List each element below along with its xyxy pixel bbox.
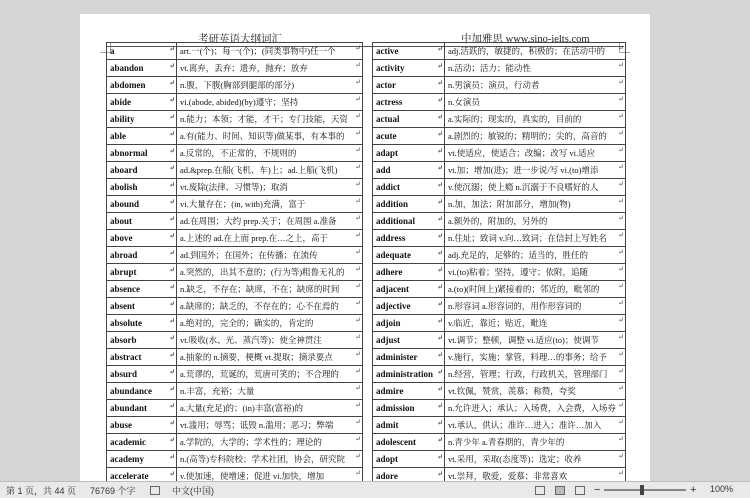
table-row <box>373 43 626 60</box>
entry-word: adjust ↵ <box>373 332 445 349</box>
page-count[interactable]: 第 1 页，共 44 页 <box>6 486 77 496</box>
entry-word: administration ↵ <box>373 366 445 383</box>
entry-definition: adj.活跃的，敏捷的，积极的；在活动中的 ↵ <box>445 43 626 60</box>
entry-definition: v.施行，实施；掌管，料理…的事务；给予 ↵ <box>445 349 626 366</box>
table-row <box>373 298 626 315</box>
table-row <box>107 434 363 451</box>
table-row <box>373 417 626 434</box>
entry-word: abrupt ↵ <box>107 264 177 281</box>
entry-definition: vt.离弃，丢弃；遗弃，抛弃；放弃 ↵ <box>177 60 363 77</box>
entry-word: addition ↵ <box>373 196 445 213</box>
entry-definition: n.腹，下腹(胸部到腿部的部分) ↵ <box>177 77 363 94</box>
entry-word: abstract ↵ <box>107 349 177 366</box>
table-row <box>373 400 626 417</box>
entry-word: abnormal ↵ <box>107 145 177 162</box>
word-count[interactable]: 76769 个字 <box>90 486 136 496</box>
header-title: 考研英语大纲词汇 <box>198 34 282 45</box>
entry-word: admission ↵ <box>373 400 445 417</box>
entry-definition: a.抽象的 n.摘要，梗概 vt.提取；摘录要点 ↵ <box>177 349 363 366</box>
zoom-in-button[interactable]: + <box>690 484 697 496</box>
entry-word: actress ↵ <box>373 94 445 111</box>
entry-word: academy ↵ <box>107 451 177 468</box>
table-row <box>107 298 363 315</box>
entry-word: absent ↵ <box>107 298 177 315</box>
entry-word: abound ↵ <box>107 196 177 213</box>
entry-definition: vt.采用，采取(态度等)；选定；收养 ↵ <box>445 451 626 468</box>
table-row <box>107 94 363 111</box>
table-row <box>373 349 626 366</box>
table-row <box>107 213 363 230</box>
entry-definition: n.缺乏，不存在；缺席，不在；缺席的时间 ↵ <box>177 281 363 298</box>
entry-definition: n.活动；活力；能动性 ↵ <box>445 60 626 77</box>
entry-definition: vt.废除(法律、习惯等)；取消 ↵ <box>177 179 363 196</box>
entry-word: abundance ↵ <box>107 383 177 400</box>
entry-definition: v.使沉溺；使上瘾 n.沉溺于不良嗜好的人 ↵ <box>445 179 626 196</box>
table-row <box>373 111 626 128</box>
table-row <box>107 196 363 213</box>
entry-word: abide ↵ <box>107 94 177 111</box>
entry-definition: vi.(abode, abided)(by)遵守；坚持 ↵ <box>177 94 363 111</box>
entry-definition: n.男演员；演员，行动者 ↵ <box>445 77 626 94</box>
table-row <box>373 60 626 77</box>
vocab-table-right <box>372 42 626 486</box>
entry-definition: vt.崇拜，敬爱，爱慕；非常喜欢 ↵ <box>445 468 626 485</box>
entry-word: add ↵ <box>373 162 445 179</box>
status-bar <box>0 481 750 498</box>
entry-definition: n.丰富，充裕；大量 ↵ <box>177 383 363 400</box>
entry-definition: a.上述的 ad.在上面 prep.在…之上，高于 ↵ <box>177 230 363 247</box>
entry-definition: n.(高等)专科院校；学术社团，协会，研究院 ↵ <box>177 451 363 468</box>
vocab-table-left <box>106 42 363 486</box>
entry-definition: n.住址；致词 v.向…致词；在信封上写姓名 ↵ <box>445 230 626 247</box>
table-row <box>107 60 363 77</box>
table-row <box>107 247 363 264</box>
table-row <box>107 366 363 383</box>
table-row <box>107 417 363 434</box>
entry-definition: n.允许进入；承认；入场费，入会费，入场券 ↵ <box>445 400 626 417</box>
entry-word: adequate ↵ <box>373 247 445 264</box>
right-column <box>372 42 626 486</box>
table-row <box>373 77 626 94</box>
table-row <box>373 451 626 468</box>
entry-definition: n.形容词 a.形容词的，用作形容词的 ↵ <box>445 298 626 315</box>
entry-definition: a.缺席的；缺乏的，不存在的；心不在焉的 ↵ <box>177 298 363 315</box>
zoom-slider-track[interactable] <box>604 489 686 491</box>
table-row <box>373 434 626 451</box>
entry-definition: n.女演员 ↵ <box>445 94 626 111</box>
entry-definition: adj.充足的，足够的；适当的，胜任的 ↵ <box>445 247 626 264</box>
entry-definition: vt.钦佩，赞赏，羡慕；称赞，夸奖 ↵ <box>445 383 626 400</box>
entry-definition: a.学院的，大学的；学术性的；理论的 ↵ <box>177 434 363 451</box>
table-row <box>373 247 626 264</box>
entry-definition: v.临近，靠近；贴近，毗连 ↵ <box>445 315 626 332</box>
language-indicator[interactable]: 中文(中国) <box>172 486 214 496</box>
entry-word: academic ↵ <box>107 434 177 451</box>
entry-word: abundant ↵ <box>107 400 177 417</box>
entry-word: activity ↵ <box>373 60 445 77</box>
entry-definition: vt.吸收(水、光、蒸汽等)；使全神贯注 ↵ <box>177 332 363 349</box>
table-row <box>107 111 363 128</box>
entry-word: additional ↵ <box>373 213 445 230</box>
zoom-slider-thumb[interactable] <box>640 485 644 495</box>
table-row <box>373 196 626 213</box>
entry-word: about ↵ <box>107 213 177 230</box>
entry-definition: vt.承认，供认；准许…进入；准许…加入 ↵ <box>445 417 626 434</box>
entry-word: actor ↵ <box>373 77 445 94</box>
table-row <box>107 281 363 298</box>
entry-definition: a.突然的，出其不意的；(行为等)粗鲁无礼的 ↵ <box>177 264 363 281</box>
table-row <box>107 43 363 60</box>
table-row <box>107 451 363 468</box>
entry-word: a ↵ <box>107 43 177 60</box>
entry-word: absurd ↵ <box>107 366 177 383</box>
entry-word: abolish ↵ <box>107 179 177 196</box>
entry-definition: a.实际的；现实的，真实的，目前的 ↵ <box>445 111 626 128</box>
entry-word: adjective ↵ <box>373 298 445 315</box>
entry-word: active ↵ <box>373 43 445 60</box>
entry-definition: n.青少年 a.青春期的，青少年的 ↵ <box>445 434 626 451</box>
entry-definition: vt.滥用；辱骂；诋毁 n.滥用；恶习；弊端 ↵ <box>177 417 363 434</box>
table-row <box>373 145 626 162</box>
entry-word: acute ↵ <box>373 128 445 145</box>
entry-definition: n.能力；本领；才能，才干；专门技能，天资 ↵ <box>177 111 363 128</box>
entry-word: address ↵ <box>373 230 445 247</box>
entry-definition: a.反常的，不正常的，不规则的 ↵ <box>177 145 363 162</box>
table-row <box>107 179 363 196</box>
entry-definition: a.大量(充足)的；(in)丰富(富裕)的 ↵ <box>177 400 363 417</box>
zoom-level[interactable]: 100% <box>710 484 734 494</box>
table-row <box>373 230 626 247</box>
entry-definition: v.使加速，使增速；促进 vi.加快，增加 ↵ <box>177 468 363 485</box>
entry-word: adopt ↵ <box>373 451 445 468</box>
entry-word: abandon ↵ <box>107 60 177 77</box>
entry-word: abdomen ↵ <box>107 77 177 94</box>
entry-definition: n.加，加法；附加部分，增加(物) ↵ <box>445 196 626 213</box>
table-row <box>373 179 626 196</box>
table-row <box>107 145 363 162</box>
table-row <box>107 162 363 179</box>
table-row <box>107 315 363 332</box>
entry-definition: vt.使适应，使适合；改编；改写 vi.适应 ↵ <box>445 145 626 162</box>
table-row <box>373 264 626 281</box>
table-row <box>107 264 363 281</box>
left-column <box>106 42 363 486</box>
entry-definition: ad.&prep.在船(飞机、车)上；ad.上船(飞机) ↵ <box>177 162 363 179</box>
table-row <box>373 332 626 349</box>
table-row <box>107 230 363 247</box>
zoom-out-button[interactable]: − <box>594 484 601 496</box>
entry-word: admit ↵ <box>373 417 445 434</box>
entry-word: abuse ↵ <box>107 417 177 434</box>
entry-word: actual ↵ <box>373 111 445 128</box>
entry-word: adapt ↵ <box>373 145 445 162</box>
entry-definition: a.有(能力、时间、知识等)做某事，有本事的 ↵ <box>177 128 363 145</box>
entry-definition: vi.大量存在；(in, with)充满，富于 ↵ <box>177 196 363 213</box>
entry-word: adolescent ↵ <box>373 434 445 451</box>
table-row <box>373 94 626 111</box>
entry-definition: n.经营，管理；行政，行政机关，管理部门 ↵ <box>445 366 626 383</box>
table-row <box>373 383 626 400</box>
header-site: 中加雅思 www.sino-ielts.com <box>461 34 590 45</box>
table-row <box>373 213 626 230</box>
entry-word: adjacent ↵ <box>373 281 445 298</box>
entry-word: adore ↵ <box>373 468 445 485</box>
document-page <box>80 14 650 486</box>
entry-word: administer ↵ <box>373 349 445 366</box>
entry-definition: art.一(个)；每一(个)；(同类事物中)任一个 ↵ <box>177 43 363 60</box>
table-row <box>107 77 363 94</box>
entry-word: aboard ↵ <box>107 162 177 179</box>
table-row <box>107 400 363 417</box>
entry-definition: ad.到国外；在国外；在传播；在流传 ↵ <box>177 247 363 264</box>
table-row <box>373 315 626 332</box>
entry-definition: a.(to)(时间上)紧接着的；邻近的，毗邻的 ↵ <box>445 281 626 298</box>
entry-word: adhere ↵ <box>373 264 445 281</box>
table-row <box>107 332 363 349</box>
entry-word: accelerate ↵ <box>107 468 177 485</box>
entry-word: addict ↵ <box>373 179 445 196</box>
table-row <box>107 383 363 400</box>
entry-word: abroad ↵ <box>107 247 177 264</box>
table-row <box>373 128 626 145</box>
table-row <box>107 128 363 145</box>
entry-word: ability ↵ <box>107 111 177 128</box>
entry-word: adjoin ↵ <box>373 315 445 332</box>
table-row <box>373 281 626 298</box>
entry-word: absence ↵ <box>107 281 177 298</box>
entry-definition: a.荒谬的，荒诞的，荒唐可笑的；不合理的 ↵ <box>177 366 363 383</box>
entry-definition: vi.(to)粘着；坚持，遵守；依附，追随 ↵ <box>445 264 626 281</box>
entry-definition: ad.在周围；大约 prep.关于；在周围 a.准备 ↵ <box>177 213 363 230</box>
table-row <box>373 162 626 179</box>
entry-word: able ↵ <box>107 128 177 145</box>
entry-definition: a.剧烈的；敏锐的；精明的；尖的，高音的 ↵ <box>445 128 626 145</box>
entry-word: absolute ↵ <box>107 315 177 332</box>
entry-word: admire ↵ <box>373 383 445 400</box>
entry-definition: a.额外的，附加的，另外的 ↵ <box>445 213 626 230</box>
entry-definition: vt.调节；整顿，调整 vi.适应(to)；使调节 ↵ <box>445 332 626 349</box>
entry-definition: vt.加；增加(进)；进一步说/写 vi.(to)增添 ↵ <box>445 162 626 179</box>
entry-word: above ↵ <box>107 230 177 247</box>
table-row <box>373 366 626 383</box>
entry-word: absorb ↵ <box>107 332 177 349</box>
table-row <box>107 349 363 366</box>
entry-definition: a.绝对的，完全的；确实的，肯定的 ↵ <box>177 315 363 332</box>
